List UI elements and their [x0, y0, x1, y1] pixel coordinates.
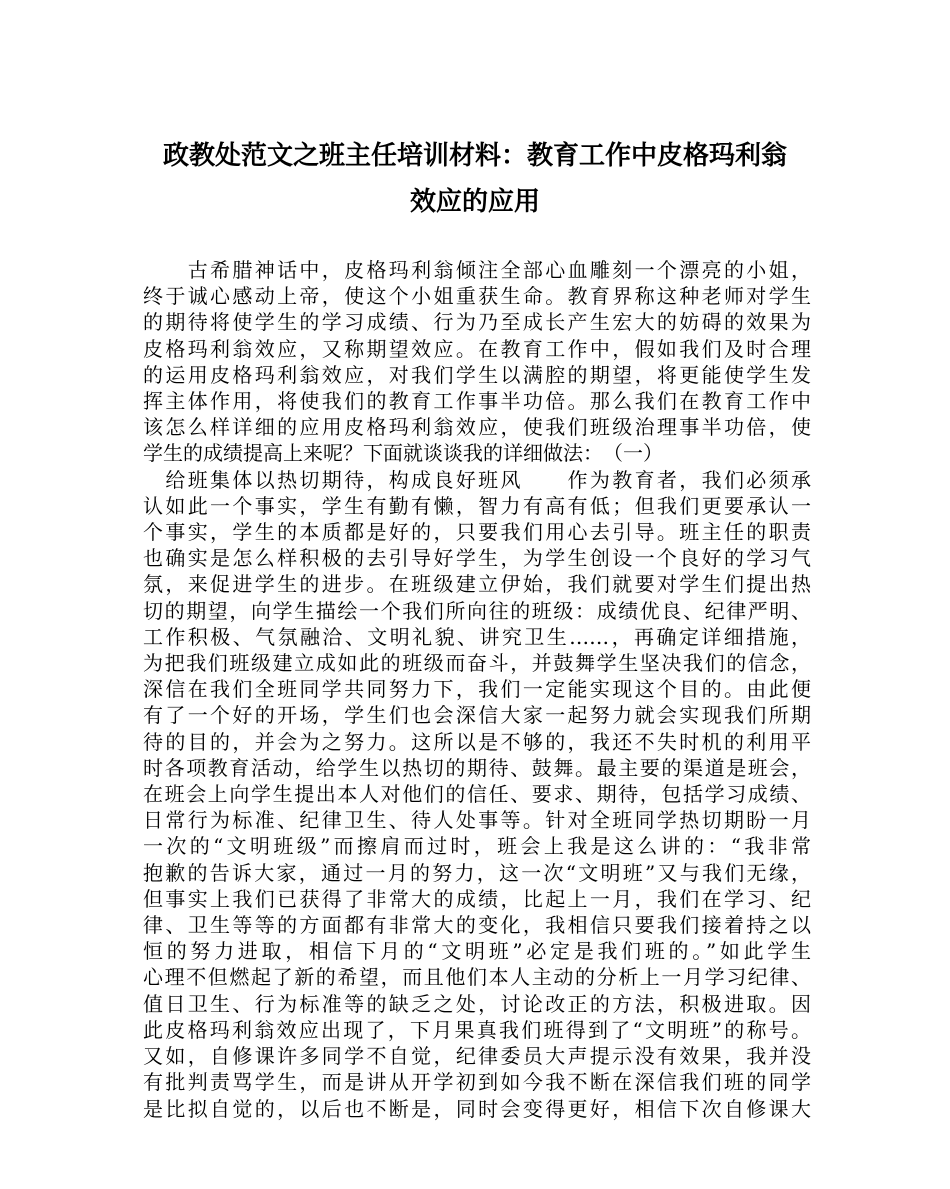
body-line: 认如此一个事实，学生有勤有懒，智力有高有低；但我们更要承认一: [143, 493, 811, 518]
body-line: 深信在我们全班同学共同努力下，我们一定能实现这个目的。由此便: [143, 677, 811, 702]
body-line: 是比拟自觉的，以后也不断是，同时会变得更好，相信下次自修课大: [143, 1096, 811, 1121]
body-line: 氛，来促进学生的进步。在班级建立伊始，我们就要对学生们提出热: [143, 572, 811, 597]
body-line: 此皮格玛利翁效应出现了，下月果真我们班得到了“文明班”的称号。: [143, 1017, 811, 1042]
body-line: 切的期望，向学生描绘一个我们所向往的班级：成绩优良、纪律严明、: [143, 598, 811, 623]
body-line: 个事实，学生的本质都是好的，只要我们用心去引导。班主任的职责: [143, 520, 811, 545]
body-line: 给班集体以热切期待，构成良好班风 作为教育者，我们必须承: [143, 467, 811, 492]
body-line: 该怎么样详细的应用皮格玛利翁效应，使我们班级治理事半功倍，使: [143, 415, 811, 440]
body-line: 抱歉的告诉大家，通过一月的努力，这一次“文明班”又与我们无缘，: [143, 860, 811, 885]
body-line: 律、卫生等等的方面都有非常大的变化，我相信只要我们接着持之以: [143, 913, 811, 938]
body-line: 待的目的，并会为之努力。这所以是不够的，我还不失时机的利用平: [143, 729, 811, 754]
body-line: 一次的“文明班级”而擦肩而过时，班会上我是这么讲的：“我非常: [143, 834, 811, 859]
body-line: 时各项教育活动，给学生以热切的期待、鼓舞。最主要的渠道是班会，: [143, 755, 811, 780]
body-line: 心理不但燃起了新的希望，而且他们本人主动的分析上一月学习纪律、: [143, 965, 811, 990]
body-line: 皮格玛利翁效应，又称期望效应。在教育工作中，假如我们及时合理: [143, 336, 811, 361]
body-line: 但事实上我们已获得了非常大的成绩，比起上一月，我们在学习、纪: [143, 886, 811, 911]
body-line: 日常行为标准、纪律卫生、待人处事等。针对全班同学热切期盼一月: [143, 808, 811, 833]
body-line: 有了一个好的开场，学生们也会深信大家一起努力就会实现我们所期: [143, 703, 811, 728]
document-title-line: 效应的应用: [409, 187, 540, 217]
body-line: 在班会上向学生提出本人对他们的信任、要求、期待，包括学习成绩、: [143, 782, 811, 807]
body-line: 工作积极、气氛融洽、文明礼貌、讲究卫生……，再确定详细措施，: [143, 624, 811, 649]
body-line: 的期待将使学生的学习成绩、行为乃至成长产生宏大的妨碍的效果为: [143, 310, 811, 335]
body-line: 终于诚心感动上帝，使这个小姐重获生命。教育界称这种老师对学生: [143, 284, 811, 309]
document-body: [143, 257, 811, 1122]
document-title: [130, 133, 820, 225]
body-line: 值日卫生、行为标准等的缺乏之处，讨论改正的方法，积极进取。因: [143, 991, 811, 1016]
body-line: 也确实是怎么样积极的去引导好学生，为学生创设一个良好的学习气: [143, 546, 811, 571]
body-line: 学生的成绩提高上来呢？下面就谈谈我的详细做法： （一）: [143, 441, 663, 466]
body-line: 恒的努力进取，相信下月的“文明班”必定是我们班的。”如此学生: [143, 939, 811, 964]
body-line: 有批判责骂学生，而是讲从开学初到如今我不断在深信我们班的同学: [143, 1070, 811, 1095]
body-line: 为把我们班级建立成如此的班级而奋斗，并鼓舞学生坚决我们的信念，: [143, 651, 811, 676]
document-title-line: 政教处范文之班主任培训材料：教育工作中皮格玛利翁: [162, 141, 787, 171]
body-line: 又如，自修课许多同学不自觉，纪律委员大声提示没有效果，我并没: [143, 1044, 811, 1069]
body-line: 古希腊神话中，皮格玛利翁倾注全部心血雕刻一个漂亮的小姐，: [143, 258, 811, 282]
body-line: 挥主体作用，将使我们的教育工作事半功倍。那么我们在教育工作中: [143, 389, 811, 414]
body-line: 的运用皮格玛利翁效应，对我们学生以满腔的期望，将更能使学生发: [143, 362, 811, 387]
